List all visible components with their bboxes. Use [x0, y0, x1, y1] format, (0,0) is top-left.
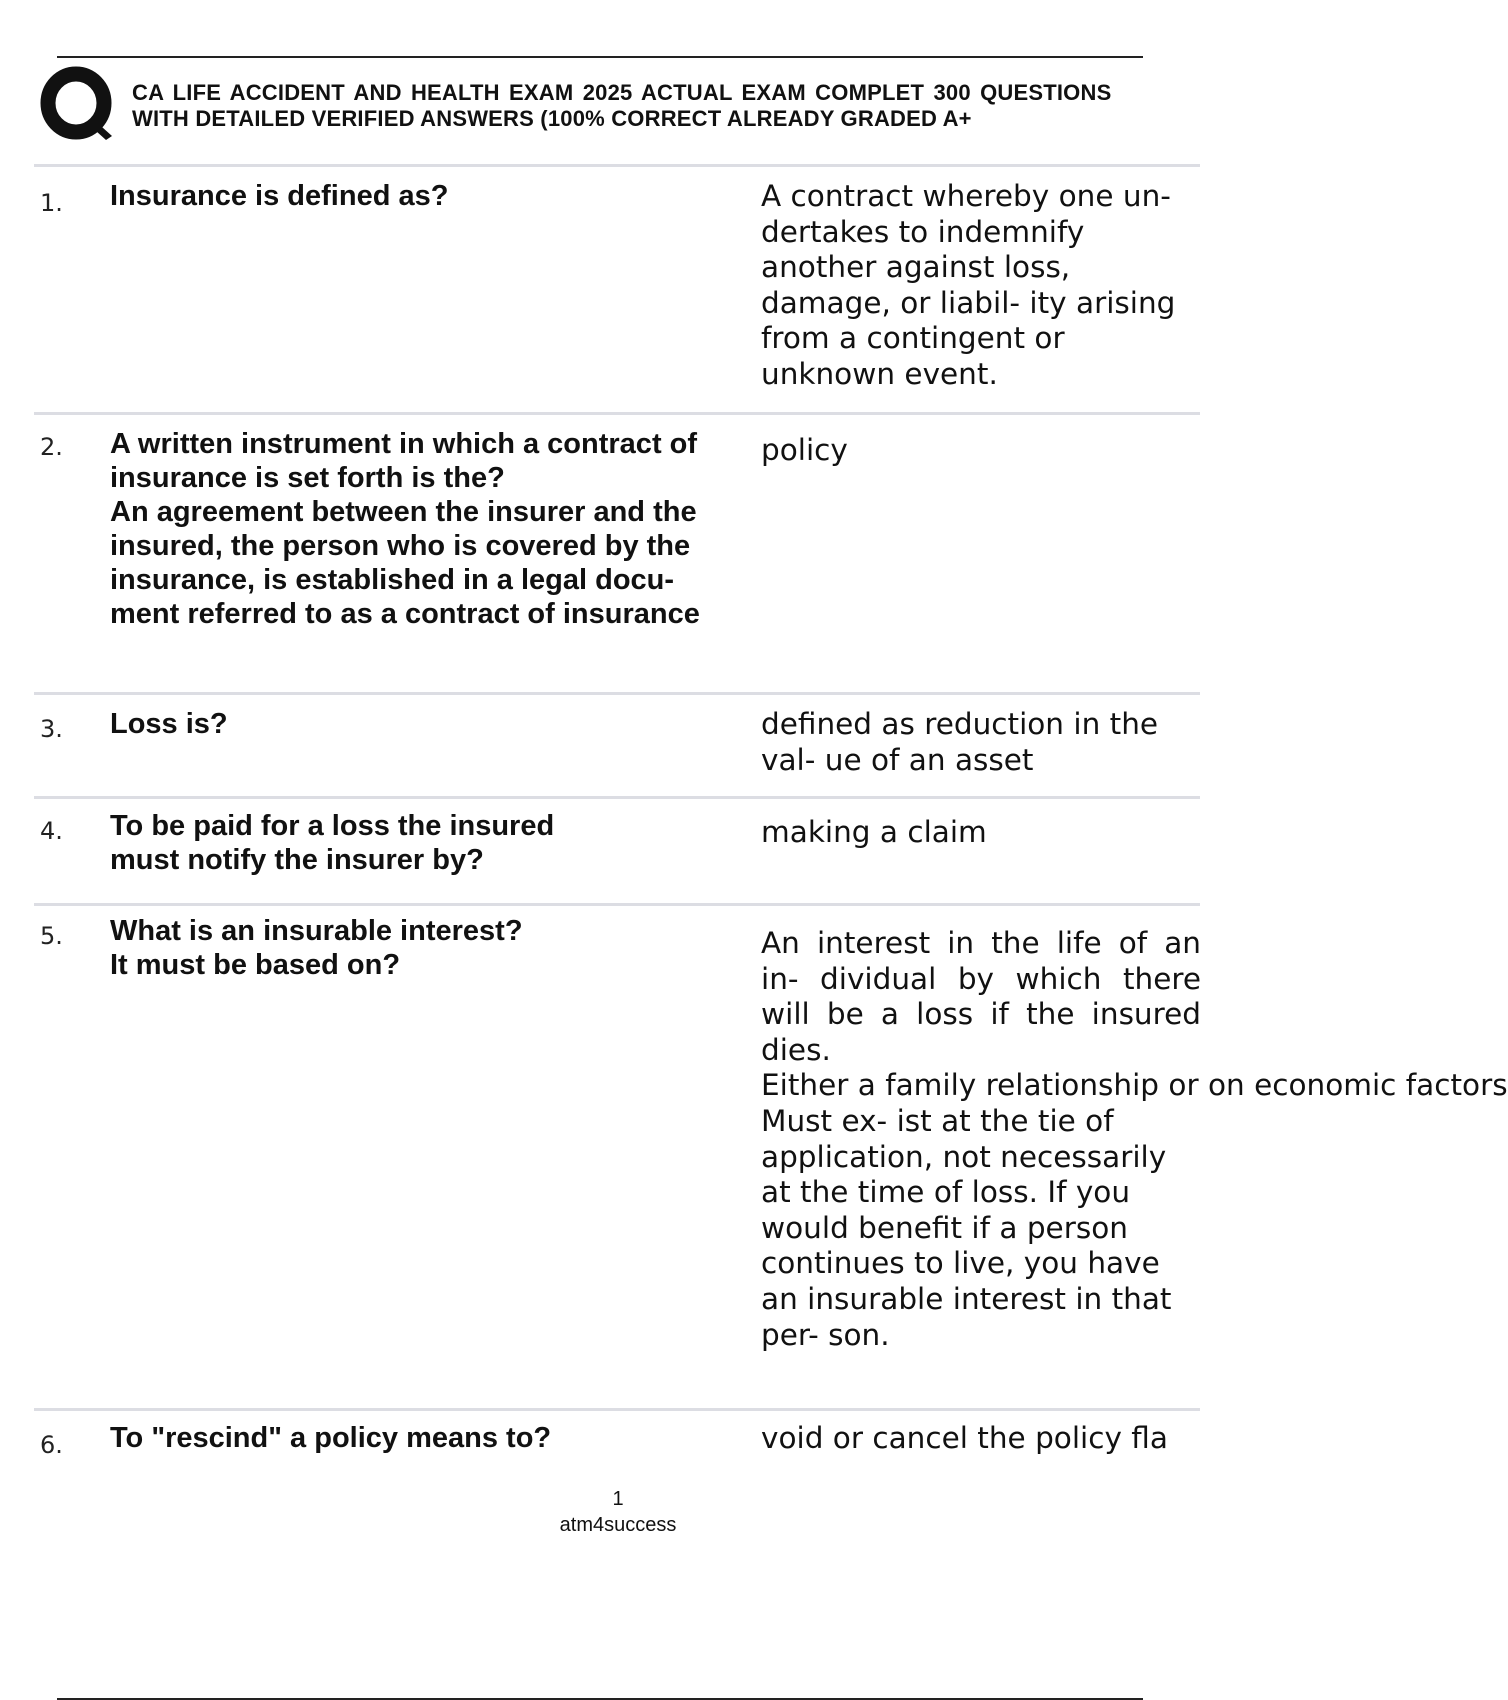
- document-header: [40, 64, 1200, 142]
- answer-text: making a claim: [761, 815, 987, 849]
- question-text-block: [110, 427, 750, 631]
- top-rule: [57, 56, 1143, 58]
- title-line-1: CA LIFE ACCIDENT AND HEALTH EXAM 2025 ACTUAL EXAM COMPLET 300 QUESTIONS: [132, 80, 1112, 105]
- footer-brand: atm4success: [559, 1514, 677, 1536]
- question-number: 3.: [40, 715, 63, 743]
- answer-text: void or cancel the policy fla: [761, 1421, 1168, 1455]
- question-row-3: [34, 692, 1200, 796]
- title-line-2: WITH DETAILED VERIFIED ANSWERS (100% CORRECT ALREADY GRADED A+: [132, 106, 972, 131]
- question-number: 4.: [40, 817, 63, 845]
- page-footer: [0, 1486, 1236, 1538]
- question-number: 6.: [40, 1431, 63, 1459]
- question-row-1: [34, 164, 1200, 412]
- question-number: 1.: [40, 189, 63, 217]
- answer-text: Either a family relationship or on economic factors: [761, 1068, 1508, 1103]
- answer-text: Must ex- ist at the tie of application, not necessarily at the time of loss. If you would benefit if a person continues to live, you have an insurable interest in that per- son.: [761, 1103, 1172, 1352]
- question-text: What is an insurable interest? It must be based on?: [110, 915, 523, 981]
- answer-text: An interest in the life of an in- dividual by which there will be a loss if the insured dies.: [761, 926, 1201, 1067]
- answer-text: defined as reduction in the val- ue of an asset: [761, 707, 1159, 777]
- question-text: To be paid for a loss the insured must notify the insurer by?: [110, 810, 555, 876]
- q-logo-icon: [40, 66, 112, 142]
- answer-text-block: [761, 926, 1508, 1353]
- question-row-6: [34, 1408, 1200, 1491]
- answer-text: A contract whereby one un- dertakes to indemnify another against loss, damage, or liabil- ity arising from a contingent or unknown event.: [761, 179, 1176, 391]
- question-text: Loss is?: [110, 708, 228, 740]
- answer-text: policy: [761, 433, 848, 467]
- page-number: 1: [612, 1488, 624, 1510]
- question-row-2: [34, 412, 1200, 692]
- document-title: [132, 80, 1212, 140]
- question-row-4: [34, 796, 1200, 903]
- question-row-5: [34, 903, 1508, 1408]
- question-text: Insurance is defined as?: [110, 180, 449, 212]
- question-explanation: An agreement between the insurer and the insured, the person who is covered by the insurance, is established in a legal docu- ment referred to as a contract of insurance: [110, 496, 700, 630]
- question-text: To "rescind" a policy means to?: [110, 1422, 552, 1454]
- question-list: [34, 164, 1508, 1491]
- question-number: 2.: [40, 433, 63, 461]
- question-text: A written instrument in which a contract of insurance is set forth is the?: [110, 428, 698, 494]
- question-number: 5.: [40, 922, 63, 950]
